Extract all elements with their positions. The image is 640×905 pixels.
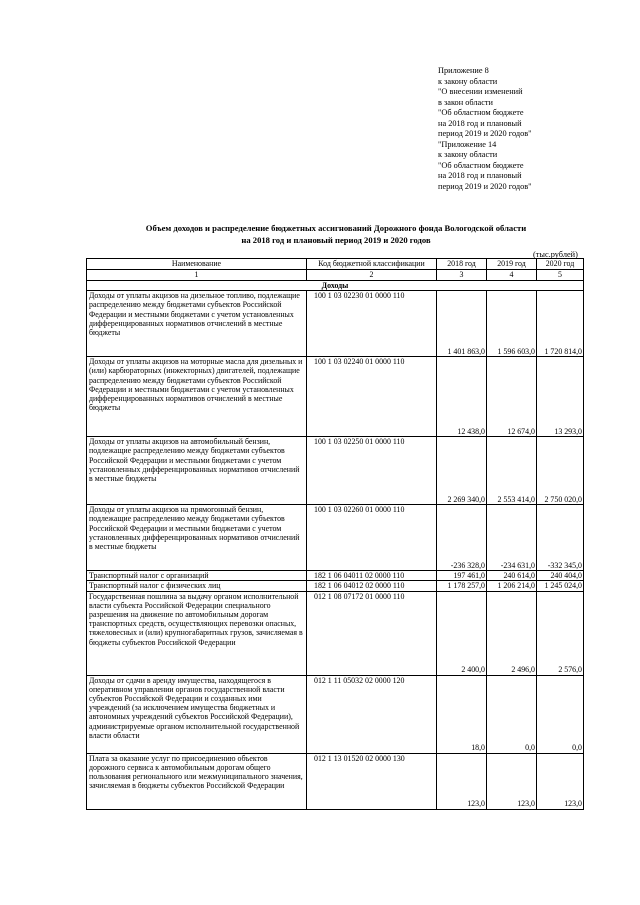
row-2018: 123,0	[437, 753, 487, 809]
table-row	[87, 505, 584, 571]
column-number: 4	[487, 270, 537, 281]
table-header-row	[87, 259, 584, 270]
row-name: Транспортный налог с организаций	[87, 571, 307, 581]
row-2018: 1 401 863,0	[437, 291, 487, 357]
table-row	[87, 675, 584, 753]
row-code: 012 1 11 05032 02 0000 120	[307, 675, 437, 753]
row-2019: 1 596 603,0	[487, 291, 537, 357]
column-header-name: Наименование	[87, 259, 307, 270]
row-2020: 1 245 024,0	[537, 581, 584, 591]
section-title: Доходы	[87, 281, 584, 291]
row-name: Доходы от уплаты акцизов на автомобильный бензин, подлежащие распределению между бюджетами субъектов Российской Федерации и местными бюджетами с учетом установленных дифференцированных нормативов отчислений в местные бюджеты	[87, 437, 307, 505]
row-2020: 0,0	[537, 675, 584, 753]
section-row	[87, 281, 584, 291]
row-code: 182 1 06 04012 02 0000 110	[307, 581, 437, 591]
row-name: Транспортный налог с физических лиц	[87, 581, 307, 591]
row-2019: 2 553 414,0	[487, 437, 537, 505]
row-2018: 18,0	[437, 675, 487, 753]
row-2018: 12 438,0	[437, 357, 487, 437]
row-2018: 1 178 257,0	[437, 581, 487, 591]
appendix-note	[438, 66, 628, 192]
row-name: Доходы от уплаты акцизов на моторные масла для дизельных и (или) карбюраторных (инжекторных) двигателей, подлежащие распределению между бюджетами субъектов Российской Федерации и местными бюджетами с учетом установленных дифференцированных нормативов отчислений в местные бюджеты	[87, 357, 307, 437]
row-code: 182 1 06 04011 02 0000 110	[307, 571, 437, 581]
appendix-line: Приложение 8	[438, 66, 489, 75]
appendix-line: "Приложение 14	[438, 139, 497, 149]
row-2020: 1 720 814,0	[537, 291, 584, 357]
row-2019: -234 631,0	[487, 505, 537, 571]
row-2019: 1 206 214,0	[487, 581, 537, 591]
appendix-line: "О внесении изменений	[438, 87, 523, 96]
column-header-2019: 2019 год	[487, 259, 537, 270]
row-name: Доходы от уплаты акцизов на дизельное топливо, подлежащие распределению между бюджетами субъектов Российской Федерации и местными бюджетами с учетом установленных дифференцированных нормативов отчислений в местные бюджеты	[87, 291, 307, 357]
row-name: Плата за оказание услуг по присоединению объектов дорожного сервиса к автомобильным дорогам общего пользования регионального или межмуниципального значения, зачисляемая в бюджеты субъектов Российской Федерации	[87, 753, 307, 809]
row-2019: 123,0	[487, 753, 537, 809]
appendix-line: в закон области	[438, 97, 493, 107]
appendix-line: к закону области	[438, 150, 498, 159]
row-code: 100 1 03 02230 01 0000 110	[307, 291, 437, 357]
row-name: Доходы от сдачи в аренду имущества, находящегося в оперативном управлении органов государственной власти субъектов Российской Федерации и созданных ими учреждений (за исключением имущества бюджетных и автономных учреждений субъектов Российской Федерации), администрируемые органом исполнительной государственной власти области	[87, 675, 307, 753]
row-code: 012 1 08 07172 01 0000 110	[307, 591, 437, 675]
row-2020: 240 404,0	[537, 571, 584, 581]
row-code: 012 1 13 01520 02 0000 130	[307, 753, 437, 809]
column-number: 2	[307, 270, 437, 281]
row-2020: -332 345,0	[537, 505, 584, 571]
table-row	[87, 591, 584, 675]
table-row	[87, 437, 584, 505]
row-2019: 2 496,0	[487, 591, 537, 675]
row-2018: -236 328,0	[437, 505, 487, 571]
row-code: 100 1 03 02250 01 0000 110	[307, 437, 437, 505]
row-2020: 2 750 020,0	[537, 437, 584, 505]
row-name: Доходы от уплаты акцизов на прямогонный бензин, подлежащие распределению между бюджетами субъектов Российской Федерации и местными бюджетами с учетом установленных дифференцированных нормативов отчислений в местные бюджеты	[87, 505, 307, 571]
appendix-line: период 2019 и 2020 годов"	[438, 129, 532, 138]
appendix-line: к закону области	[438, 76, 498, 86]
row-2020: 13 293,0	[537, 357, 584, 437]
budget-table	[86, 258, 584, 810]
column-header-2020: 2020 год	[537, 259, 584, 270]
row-2020: 123,0	[537, 753, 584, 809]
row-2019: 12 674,0	[487, 357, 537, 437]
row-2019: 240 614,0	[487, 571, 537, 581]
title-line-1: Объем доходов и распределение бюджетных ассигнований Дорожного фонда Вологодской области	[145, 223, 527, 233]
appendix-line: "Об областном бюджете	[438, 160, 524, 170]
column-number-row	[87, 270, 584, 281]
column-header-code: Код бюджетной классификации	[307, 259, 437, 270]
row-2018: 2 269 340,0	[437, 437, 487, 505]
column-number: 1	[87, 270, 307, 281]
row-name: Государственная пошлина за выдачу органом исполнительной власти субъекта Российской Федерации специального разрешения на движение по автомобильным дорогам транспортных средств, осуществляющих перевозки опасных, тяжеловесных и (или) крупногабаритных грузов, зачисляемая в бюджеты субъектов Российской Федерации	[87, 591, 307, 675]
table-row	[87, 571, 584, 581]
document-title	[60, 222, 612, 246]
appendix-line: на 2018 год и плановый	[438, 171, 522, 180]
row-code: 100 1 03 02260 01 0000 110	[307, 505, 437, 571]
appendix-line: "Об областном бюджете	[438, 108, 524, 117]
row-2018: 197 461,0	[437, 571, 487, 581]
column-number: 3	[437, 270, 487, 281]
row-2019: 0,0	[487, 675, 537, 753]
table-row	[87, 753, 584, 809]
row-2018: 2 400,0	[437, 591, 487, 675]
table-row	[87, 581, 584, 591]
row-code: 100 1 03 02240 01 0000 110	[307, 357, 437, 437]
appendix-line: период 2019 и 2020 годов"	[438, 181, 532, 191]
appendix-line: на 2018 год и плановый	[438, 118, 522, 128]
table-row	[87, 357, 584, 437]
row-2020: 2 576,0	[537, 591, 584, 675]
table-row	[87, 291, 584, 357]
title-line-2: на 2018 год и плановый период 2019 и 2020 годов	[241, 235, 431, 245]
column-number: 5	[537, 270, 584, 281]
units-label: (тыс.рублей)	[533, 250, 578, 259]
column-header-2018: 2018 год	[437, 259, 487, 270]
